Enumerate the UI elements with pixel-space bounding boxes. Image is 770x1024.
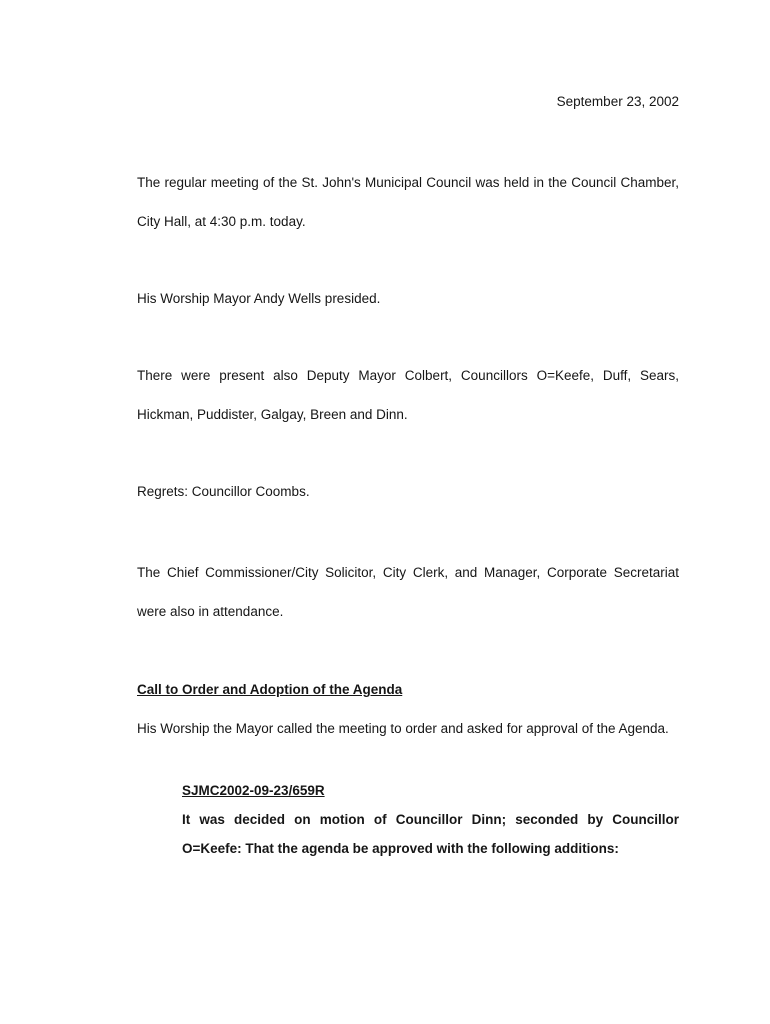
- paragraph-mayor-presided: His Worship Mayor Andy Wells presided.: [137, 291, 381, 306]
- motion-text: It was decided on motion of Councillor Dinn; seconded by Councillor O=Keefe: That the agenda be approved with the following additions:: [182, 812, 679, 856]
- motion-reference: SJMC2002-09-23/659R: [182, 783, 325, 798]
- paragraph-regrets: Regrets: Councillor Coombs.: [137, 484, 310, 499]
- paragraph-call-to-order-body: His Worship the Mayor called the meeting to order and asked for approval of the Agenda.: [137, 721, 669, 736]
- document-date: September 23, 2002: [556, 94, 679, 109]
- motion-block: [182, 776, 679, 863]
- section-heading-call-to-order: Call to Order and Adoption of the Agenda: [137, 682, 403, 697]
- paragraph-meeting-intro: The regular meeting of the St. John's Municipal Council was held in the Council Chamber, City Hall, at 4:30 p.m. today.: [137, 175, 679, 229]
- paragraph-members-present: There were present also Deputy Mayor Colbert, Councillors O=Keefe, Duff, Sears, Hickman, Puddister, Galgay, Breen and Dinn.: [137, 368, 679, 422]
- paragraph-staff-attendance: The Chief Commissioner/City Solicitor, City Clerk, and Manager, Corporate Secretariat were also in attendance.: [137, 565, 679, 619]
